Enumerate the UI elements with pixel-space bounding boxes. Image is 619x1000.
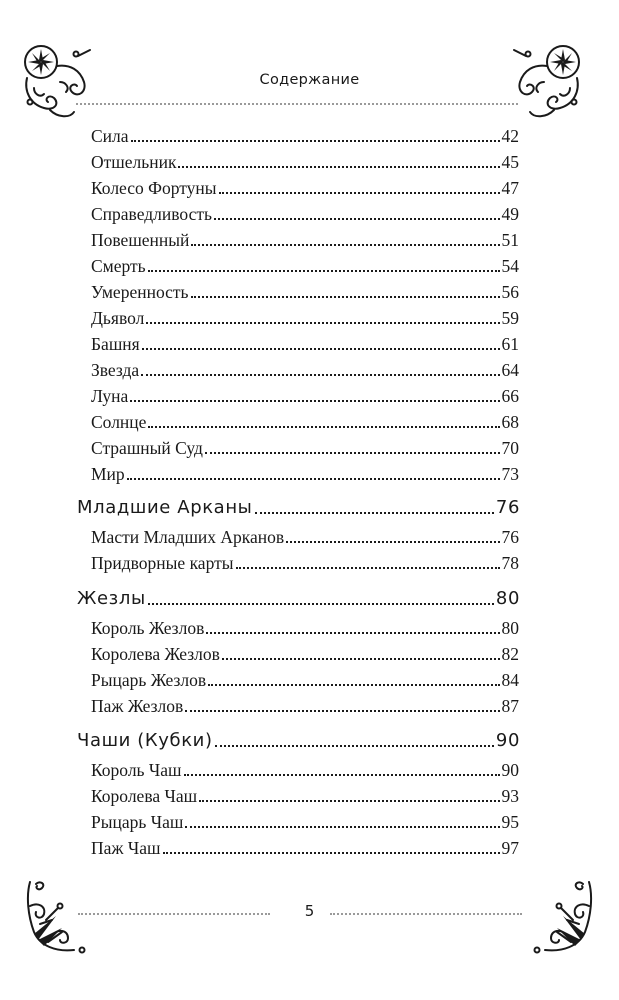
- dot-leader: [148, 270, 500, 272]
- toc-entry[interactable]: [91, 177, 519, 199]
- toc-entry-page: 93: [501, 786, 519, 806]
- toc-section[interactable]: [77, 730, 520, 752]
- toc-entry-page: 64: [501, 360, 519, 380]
- toc-section-title: Жезлы: [77, 588, 146, 609]
- toc-entry-page: 97: [501, 838, 519, 858]
- toc-entry-title: Луна: [91, 386, 129, 406]
- dot-leader: [148, 603, 494, 605]
- toc-entry-title: Справедливость: [91, 204, 212, 224]
- toc-entry-title: Колесо Фортуны: [91, 178, 217, 198]
- dot-leader: [142, 348, 500, 350]
- toc-entry[interactable]: [91, 695, 519, 717]
- toc-section[interactable]: [77, 497, 520, 519]
- dot-leader: [199, 800, 499, 802]
- toc-section[interactable]: [77, 588, 520, 610]
- toc-entry-page: 42: [501, 126, 519, 146]
- toc-entry-page: 51: [501, 230, 519, 250]
- toc-entry[interactable]: [91, 359, 519, 381]
- dot-leader: [130, 400, 499, 402]
- dot-leader: [184, 774, 500, 776]
- toc-entry-title: Королева Чаш: [91, 786, 198, 806]
- toc-entry-page: 59: [501, 308, 519, 328]
- toc-entry[interactable]: [91, 151, 519, 173]
- toc-entry-title: Умеренность: [91, 282, 189, 302]
- dot-leader: [131, 140, 500, 142]
- page-number: 5: [304, 902, 315, 920]
- dot-leader: [214, 218, 500, 220]
- toc-entry[interactable]: [91, 307, 519, 329]
- toc-entry-title: Король Жезлов: [91, 618, 205, 638]
- toc-section-title: Младшие Арканы: [77, 497, 253, 518]
- toc-entry-page: 47: [501, 178, 519, 198]
- toc-entry[interactable]: [91, 463, 519, 485]
- toc-entry[interactable]: [91, 669, 519, 691]
- toc-entry-page: 95: [501, 812, 519, 832]
- toc-entry-page: 87: [501, 696, 519, 716]
- toc-entry[interactable]: [91, 229, 519, 251]
- dot-leader: [206, 632, 499, 634]
- toc-entry-page: 56: [501, 282, 519, 302]
- toc-entry-title: Масти Младших Арканов: [91, 527, 285, 547]
- toc-entry-page: 66: [501, 386, 519, 406]
- toc-entry-title: Королева Жезлов: [91, 644, 220, 664]
- dot-leader: [148, 426, 499, 428]
- toc-entry-title: Сила: [91, 126, 129, 146]
- dot-leader: [185, 710, 499, 712]
- toc-entry[interactable]: [91, 281, 519, 303]
- dot-leader: [141, 374, 499, 376]
- toc-entry-page: 45: [501, 152, 519, 172]
- dot-leader: [222, 658, 500, 660]
- toc-entry-title: Паж Чаш: [91, 838, 161, 858]
- toc-entry-page: 73: [501, 464, 519, 484]
- toc-entry-page: 90: [501, 760, 519, 780]
- toc-section-page: 80: [495, 588, 520, 609]
- toc-entry-title: Звезда: [91, 360, 140, 380]
- dot-leader: [286, 541, 499, 543]
- toc-entry-title: Повешенный: [91, 230, 190, 250]
- dot-leader: [208, 684, 499, 686]
- dot-leader: [178, 166, 499, 168]
- toc-entry-title: Страшный Суд: [91, 438, 203, 458]
- toc-entry[interactable]: [91, 759, 519, 781]
- toc-entry-title: Башня: [91, 334, 140, 354]
- toc-entry[interactable]: [91, 643, 519, 665]
- dot-leader: [236, 567, 500, 569]
- dot-leader: [185, 826, 499, 828]
- toc-entry-page: 82: [501, 644, 519, 664]
- dot-leader: [205, 452, 500, 454]
- toc-entry-title: Дьявол: [91, 308, 145, 328]
- toc-entry-title: Мир: [91, 464, 125, 484]
- toc-entry[interactable]: [91, 437, 519, 459]
- toc-entry-title: Рыцарь Жезлов: [91, 670, 207, 690]
- toc-entry[interactable]: [91, 811, 519, 833]
- page-header-title: Содержание: [259, 72, 360, 88]
- footer-divider-right: [330, 913, 522, 915]
- dot-leader: [146, 322, 499, 324]
- toc-entry-page: 78: [501, 553, 519, 573]
- toc-entry[interactable]: [91, 203, 519, 225]
- toc-entry[interactable]: [91, 785, 519, 807]
- toc-entry-page: 76: [501, 527, 519, 547]
- toc-entry[interactable]: [91, 255, 519, 277]
- toc-section-title: Чаши (Кубки): [77, 730, 213, 751]
- toc-entry-page: 68: [501, 412, 519, 432]
- dot-leader: [163, 852, 500, 854]
- dot-leader: [191, 296, 500, 298]
- dot-leader: [255, 512, 494, 514]
- toc-entry-page: 84: [501, 670, 519, 690]
- toc-entry-title: Король Чаш: [91, 760, 182, 780]
- toc-entry-title: Рыцарь Чаш: [91, 812, 184, 832]
- toc-entry-title: Солнце: [91, 412, 147, 432]
- toc-entry[interactable]: [91, 411, 519, 433]
- toc-entry[interactable]: [91, 333, 519, 355]
- toc-entry-page: 70: [501, 438, 519, 458]
- toc-entry-page: 61: [501, 334, 519, 354]
- dot-leader: [127, 478, 500, 480]
- toc-section-page: 76: [495, 497, 520, 518]
- toc-entry[interactable]: [91, 617, 519, 639]
- toc-entry[interactable]: [91, 125, 519, 147]
- toc-entry-page: 54: [501, 256, 519, 276]
- toc-section-page: 90: [495, 730, 520, 751]
- toc-entry-page: 49: [501, 204, 519, 224]
- toc-entry[interactable]: [91, 552, 519, 574]
- dot-leader: [191, 244, 499, 246]
- toc-entry-title: Отшельник: [91, 152, 177, 172]
- toc-entry[interactable]: [91, 526, 519, 548]
- toc-entry-title: Паж Жезлов: [91, 696, 184, 716]
- toc-entry[interactable]: [91, 837, 519, 859]
- toc-entry-title: Смерть: [91, 256, 146, 276]
- dot-leader: [215, 745, 494, 747]
- toc-entry[interactable]: [91, 385, 519, 407]
- toc-entry-page: 80: [501, 618, 519, 638]
- toc-entry-title: Придворные карты: [91, 553, 234, 573]
- dot-leader: [219, 192, 500, 194]
